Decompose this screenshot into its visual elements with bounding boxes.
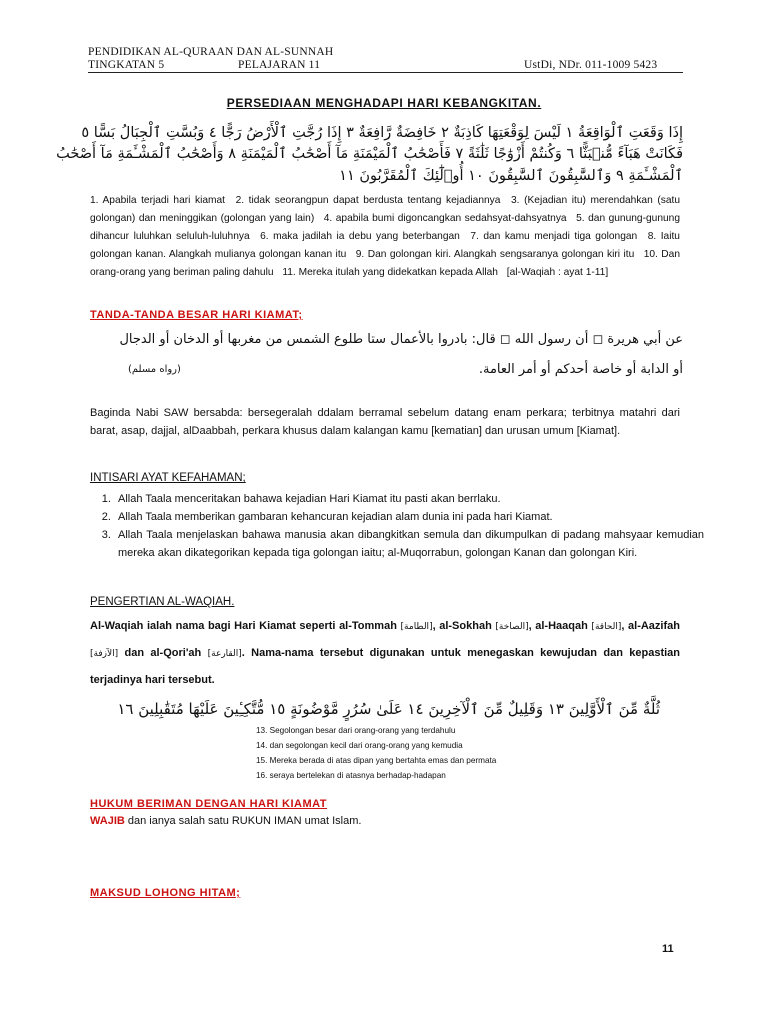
header-form: TINGKATAN 5 <box>88 59 165 71</box>
translation-item: 9. Dan golongan kiri. Alangkah sengsaranya golongan kiri itu <box>355 249 635 260</box>
verse-translation-item: 16. seraya bertelekan di atasnya berhadap-hadapan <box>256 771 446 780</box>
translation-item: 6. maka jadilah ia debu yang beterbangan <box>260 231 460 242</box>
header-lesson: PELAJARAN 11 <box>238 59 321 71</box>
verse-translation-item: 13. Segolongan besar dari orang-orang yang terdahulu <box>256 726 456 735</box>
ruling-text <box>90 815 361 827</box>
header-subject: PENDIDIKAN AL-QURAAN DAN AL-SUNNAH <box>88 46 334 58</box>
header-divider <box>88 72 683 73</box>
arabic-term: [الآزفة] <box>90 649 119 659</box>
definition-text: dan al-Qori'ah <box>118 647 208 659</box>
arabic-verse-13-16: ثُلَّةٌ مِّنَ ٱلْأَوَّلِينَ ١٣ وَقَلِيلٌ مِّنَ ٱلْآخِرِينَ ١٤ عَلَىٰ سُرُرٍ مَّوْضُونَةٍ ١٥ مُّتَّكِـِٔينَ عَلَيْهَا مُتَقَٰبِلِينَ ١٦ <box>117 700 660 718</box>
arabic-term: [الحاقة] <box>591 622 622 632</box>
definition-text: , al-Haaqah <box>528 620 592 632</box>
translation-item: 7. dan kamu menjadi tiga golongan <box>470 231 638 242</box>
definition-text: , al-Aazifah <box>621 620 680 632</box>
translation-item: 3. (Kejadian itu) merendahkan (satu golongan) dan meninggikan (golongan yang lain) <box>90 195 680 224</box>
hadith-translation: Baginda Nabi SAW bersabda: bersegeralah ddalam berramal sebelum datang enam perkara; terbitnya matahri dari barat, asap, dajjal, alDaabbah, perkara khusus dalam kalangan kamu [kematian] dan urusan umum [Kiamat]. <box>90 407 680 437</box>
definition-text: Al-Waqiah ialah nama bagi Hari Kiamat seperti al-Tommah <box>90 620 401 632</box>
arabic-verse-line-1: إِذَا وَقَعَتِ ٱلْوَاقِعَةُ ١ لَيْسَ لِوَقْعَتِهَا كَاذِبَةٌ ٢ خَافِضَةٌ رَّافِعَةٌ ٣ إِذَا رُجَّتِ ٱلْأَرْضُ رَجًّا ٤ وَبُسَّتِ ٱلْجِبَالُ بَسًّا ٥ <box>81 125 683 141</box>
summary-point: 1. Allah Taala menceritakan bahawa kejadian Hari Kiamat itu pasti akan berrlaku. <box>114 490 704 508</box>
translation-reference: [al-Waqiah : ayat 1-11] <box>506 267 609 278</box>
ruling-keyword: WAJIB <box>90 815 125 827</box>
translation-item: 10. Dan orang-orang yang beriman paling dahulu <box>90 249 680 278</box>
section-heading-black-hole: MAKSUD LOHONG HITAM; <box>90 887 241 899</box>
definition-text: . Nama-nama tersebut digunakan untuk menegaskan kewujudan dan kepastian terjadinya hari tersebut. <box>90 647 680 686</box>
verse-translation-list <box>256 723 496 783</box>
translation-item: 5. dan gunung-gunung dihancur luluhkan seluluh-luluhnya <box>90 213 680 242</box>
section-heading-signs: TANDA-TANDA BESAR HARI KIAMAT; <box>90 309 303 321</box>
verse-translation-item: 15. Mereka berada di atas dipan yang bertahta emas dan permata <box>256 756 497 765</box>
section-heading-definition: PENGERTIAN AL-WAQIAH. <box>90 596 235 608</box>
arabic-verse-line-2: فَكَانَتْ هَبَآءً مُّنۢبَثًّا ٦ وَكُنتُمْ أَزْوَٰجًا ثَلَٰثَةً ٧ فَأَصْحَٰبُ ٱلْمَيْمَنَةِ مَآ أَصْحَٰبُ ٱلْمَيْمَنَةِ ٨ وَأَصْحَٰبُ ٱلْمَشْـَٔمَةِ مَآ أَصْحَٰبُ <box>56 146 683 162</box>
verse-translation <box>90 192 680 282</box>
section-heading-summary: INTISARI AYAT KEFAHAMAN; <box>90 472 246 484</box>
summary-point: 2. Allah Taala memberikan gambaran kehancuran kejadian alam dunia ini pada hari Kiamat. <box>114 508 704 526</box>
translation-item: 2. tidak seorangpun dapat berdusta tentang kejadiannya <box>235 195 501 206</box>
translation-item: 4. apabila bumi digoncangkan sedahsyat-dahsyatnya <box>323 213 567 224</box>
ruling-rest: dan ianya salah satu RUKUN IMAN umat Islam. <box>124 815 362 827</box>
summary-list <box>90 490 704 562</box>
hadith-arabic-line-2: أو الدابة أو خاصة أحدكم أو أمر العامة. <box>478 362 683 377</box>
arabic-term: [الصاخة] <box>495 622 529 632</box>
verse-translation-item: 14. dan segolongan kecil dari orang-orang yang kemudia <box>256 741 463 750</box>
page-number: 11 <box>662 943 674 955</box>
arabic-term: [الطامة] <box>400 622 433 632</box>
hadith-arabic-line-1: عن أبي هريرة ◻ أن رسول الله ◻ قال: بادروا بالأعمال ستا طلوع الشمس من مغربها أو الدخان أو الدجال <box>119 332 683 347</box>
arabic-term: [القارعة] <box>207 649 242 659</box>
translation-item: 8. Iaitu golongan kanan. Alangkah mulianya golongan kanan itu <box>90 231 680 260</box>
definition-paragraph <box>90 613 680 693</box>
summary-point: 3. Allah Taala menjelaskan bahawa manusia akan dibangkitkan semula dan dikumpulkan di padang mahsyaar kemudian mereka akan dikategorikan kepada tiga golongan iaitu; al-Muqorrabun, golongan Kanan dan golongan Kiri. <box>114 526 704 562</box>
arabic-verse-line-3: ٱلْمَشْـَٔمَةِ ٩ وَٱلسَّٰبِقُونَ ٱلسَّٰبِقُونَ ١٠ أُو۟لَٰٓئِكَ ٱلْمُقَرَّبُونَ ١١ <box>339 168 683 184</box>
translation-item: 1. Apabila terjadi hari kiamat <box>90 195 225 206</box>
translation-item: 11. Mereka itulah yang didekatkan kepada Allah <box>282 267 498 278</box>
hadith-source: (رواه مسلم) <box>128 364 181 375</box>
section-heading-ruling: HUKUM BERIMAN DENGAN HARI KIAMAT <box>90 798 328 810</box>
definition-text: , al-Sokhah <box>432 620 496 632</box>
page-title: PERSEDIAAN MENGHADAPI HARI KEBANGKITAN. <box>226 96 542 110</box>
header-author-contact: UstDi, NDr. 011-1009 5423 <box>524 59 658 71</box>
